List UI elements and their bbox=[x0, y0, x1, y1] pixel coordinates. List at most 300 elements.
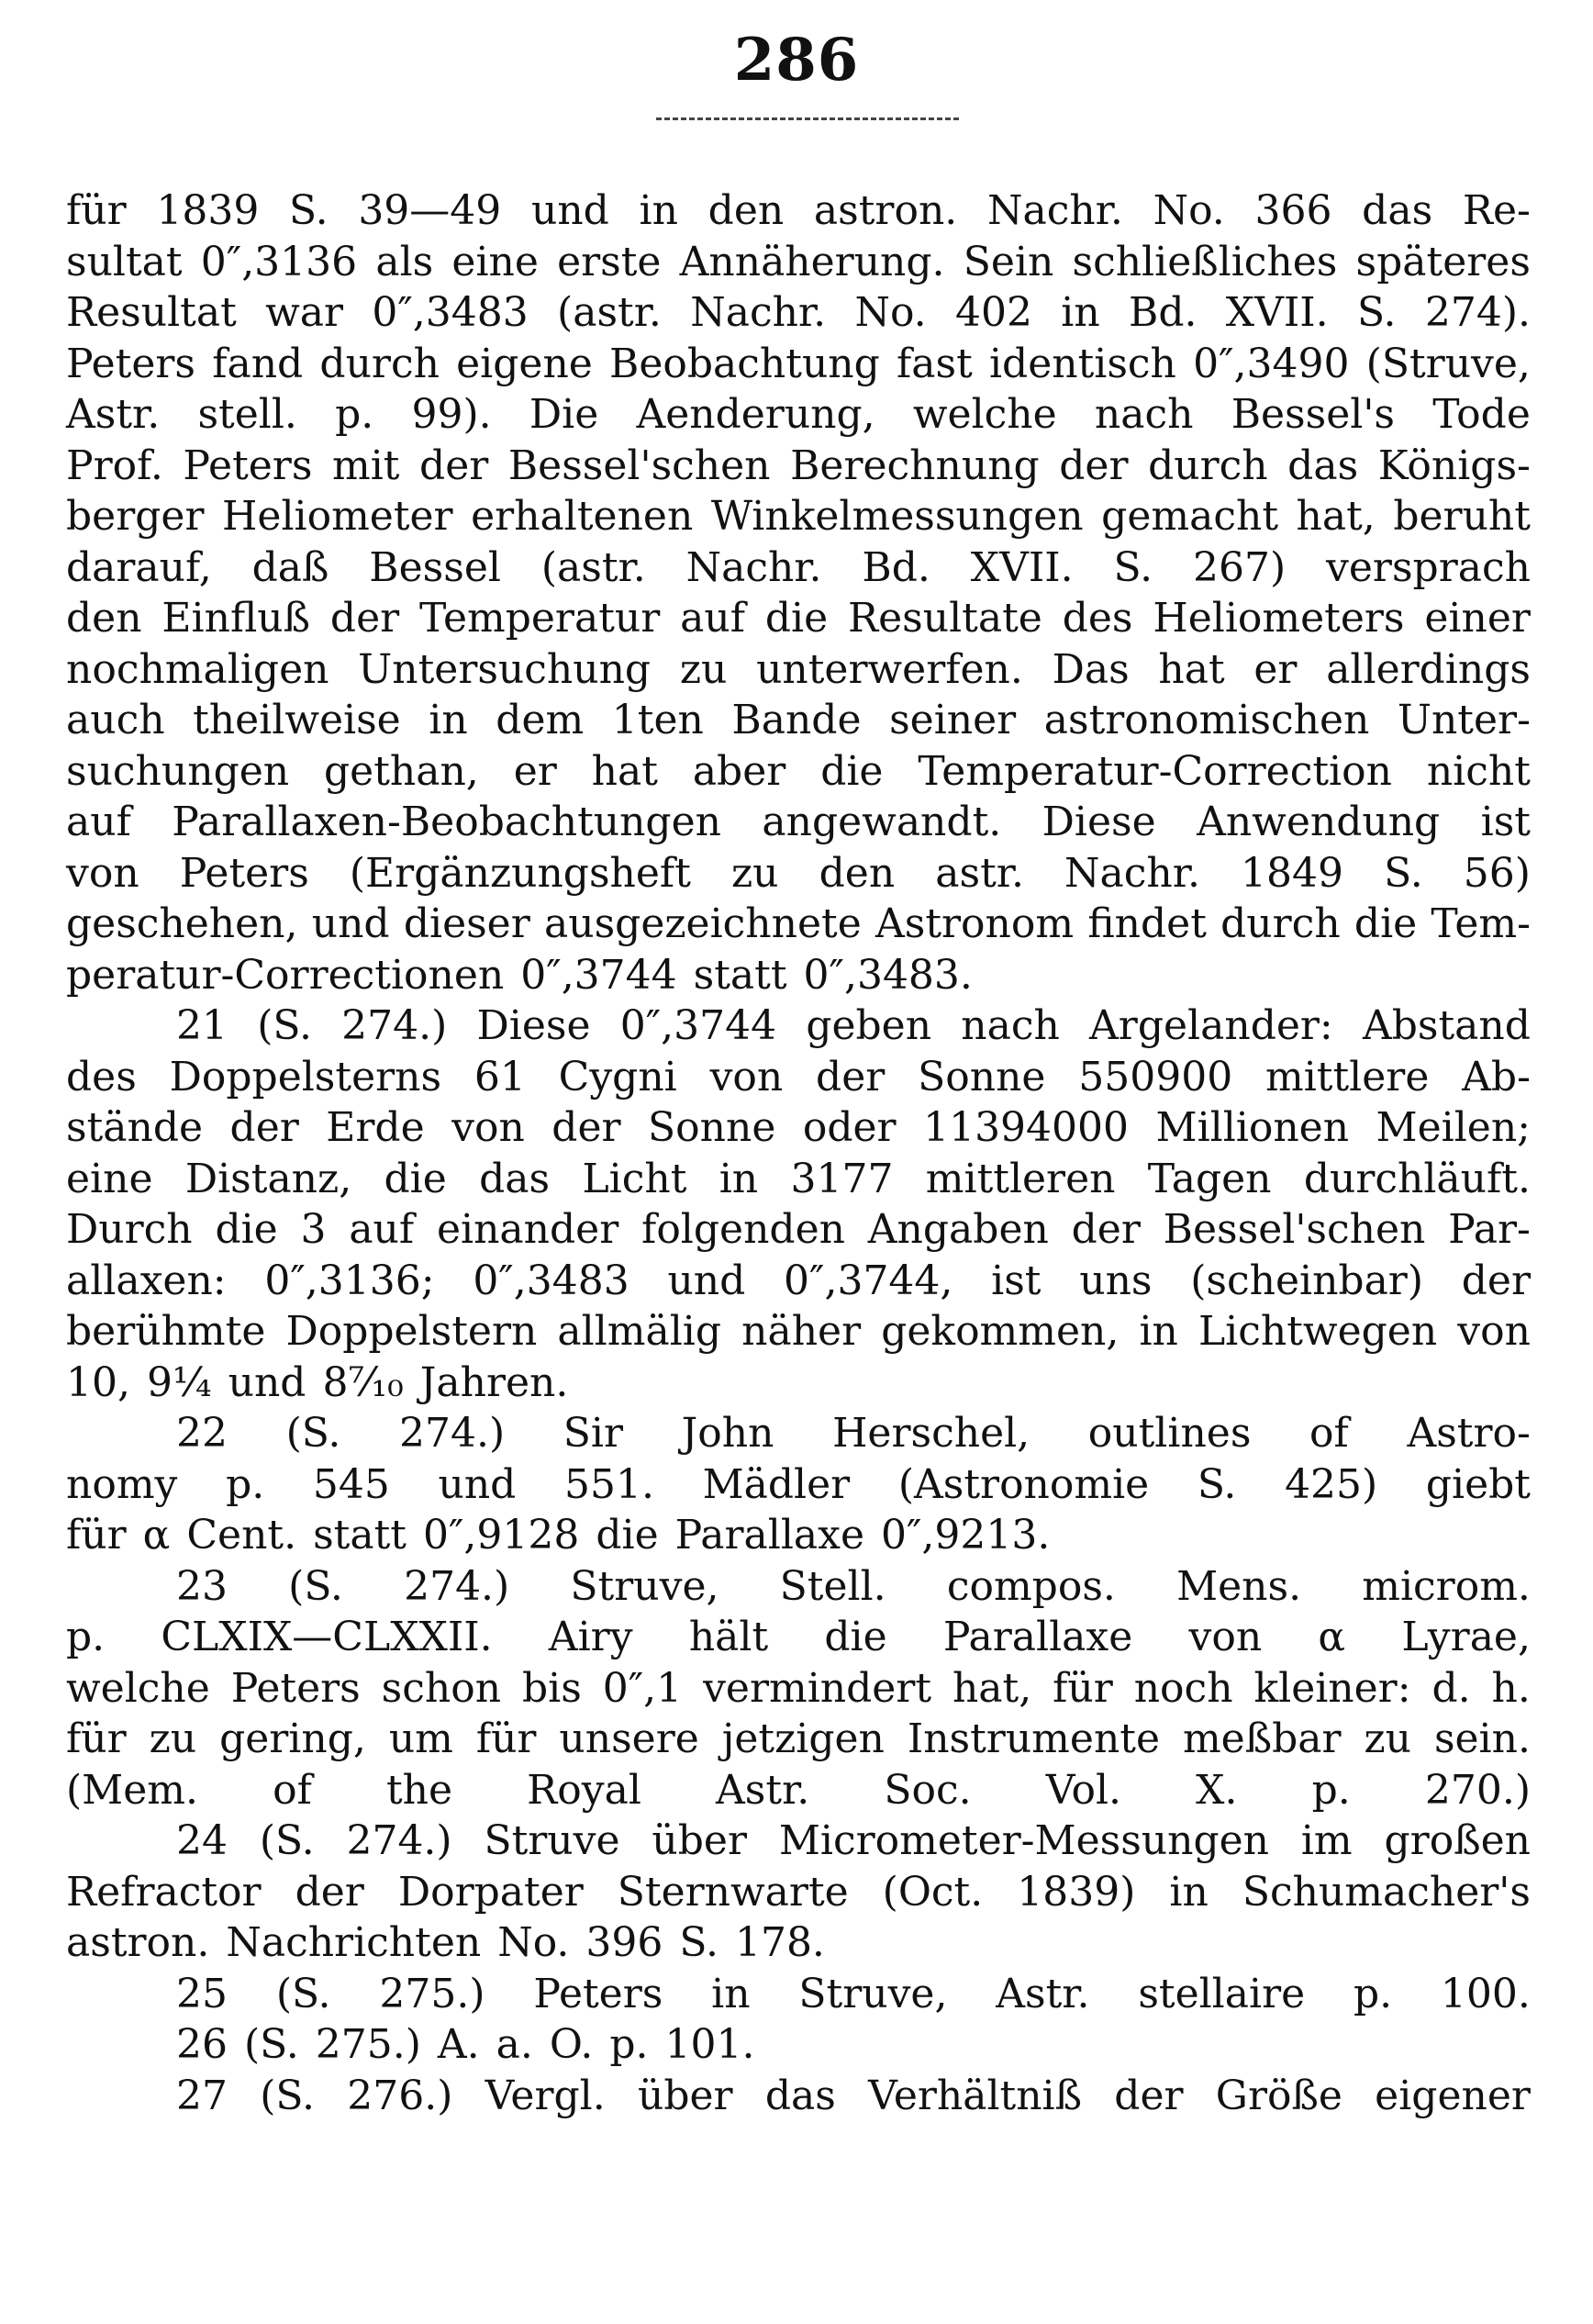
word: von bbox=[66, 849, 139, 897]
word: die bbox=[596, 1512, 659, 1559]
word: das bbox=[1362, 187, 1433, 234]
word: peratur-Correctionen bbox=[66, 951, 505, 999]
text-line bbox=[66, 1663, 1531, 1715]
word: 100. bbox=[1440, 1970, 1531, 2017]
word: 0″,1 bbox=[602, 1664, 683, 1712]
word: Heliometer bbox=[222, 493, 453, 540]
text-line bbox=[66, 1052, 1531, 1103]
word: 178. bbox=[734, 1919, 825, 1966]
word: war bbox=[265, 289, 344, 336]
word: unsere bbox=[559, 1715, 699, 1762]
word: hält bbox=[688, 1614, 769, 1660]
word: α bbox=[1318, 1614, 1346, 1660]
word: die bbox=[824, 1614, 887, 1660]
word: of bbox=[273, 1766, 312, 1814]
word: Bessel'schen bbox=[507, 441, 771, 489]
word: meßbar bbox=[1182, 1715, 1342, 1762]
word: the bbox=[385, 1766, 453, 1814]
word: p. bbox=[609, 2021, 649, 2068]
word: noch bbox=[1133, 1664, 1233, 1712]
word: 3 bbox=[300, 1206, 327, 1253]
word: angewandt. bbox=[762, 799, 1002, 845]
word: des bbox=[1062, 595, 1133, 642]
text-line bbox=[66, 389, 1531, 441]
word: 56) bbox=[1463, 849, 1531, 897]
word: den bbox=[707, 187, 785, 234]
word: welche bbox=[66, 1664, 210, 1712]
word: Sonne bbox=[648, 1104, 776, 1151]
word: zu bbox=[731, 849, 779, 897]
word: Annäherung. bbox=[679, 238, 945, 285]
word: Erde bbox=[326, 1104, 425, 1151]
word: p. bbox=[1353, 1970, 1393, 2017]
word: den bbox=[819, 849, 896, 897]
word: 8⁷⁄₁₀ bbox=[322, 1358, 404, 1406]
word: (S. bbox=[285, 1410, 341, 1457]
word: ist bbox=[1480, 799, 1531, 845]
word: John bbox=[681, 1410, 774, 1457]
word: Dorpater bbox=[397, 1868, 584, 1916]
word: Winkelmessungen bbox=[710, 493, 1084, 540]
word: die bbox=[820, 747, 884, 795]
word: jetzigen bbox=[721, 1715, 885, 1762]
word: 425) bbox=[1285, 1460, 1378, 1508]
word: 99). bbox=[411, 391, 492, 438]
text-line bbox=[66, 237, 1531, 288]
text-line bbox=[66, 899, 1531, 950]
word: 270.) bbox=[1424, 1766, 1531, 1814]
word: 39—49 bbox=[358, 187, 502, 234]
word: Mädler bbox=[702, 1460, 851, 1508]
word: Millionen bbox=[1155, 1104, 1350, 1151]
text-line bbox=[66, 2071, 1531, 2122]
word: mit bbox=[331, 441, 400, 489]
word: Durch bbox=[66, 1206, 193, 1253]
word: Das bbox=[1052, 645, 1130, 693]
word: allerdings bbox=[1326, 645, 1531, 693]
word: allmälig bbox=[557, 1308, 722, 1355]
word: berger bbox=[66, 493, 205, 540]
word: welche bbox=[912, 391, 1057, 438]
word: S. bbox=[1113, 543, 1153, 591]
word: Peters bbox=[230, 1664, 361, 1712]
word: für bbox=[1053, 1664, 1113, 1712]
text-line bbox=[66, 185, 1531, 237]
text-line bbox=[66, 1459, 1531, 1511]
word: mittleren bbox=[925, 1155, 1116, 1202]
word: über bbox=[652, 1817, 747, 1864]
word: zu bbox=[1364, 1715, 1411, 1762]
word: erste bbox=[557, 238, 662, 285]
word: er bbox=[513, 747, 557, 795]
word: ausgezeichnete bbox=[544, 900, 862, 947]
word: stände bbox=[66, 1104, 204, 1151]
word: eine bbox=[451, 238, 539, 285]
word: für bbox=[66, 1715, 127, 1762]
word: geschehen, bbox=[66, 900, 298, 947]
word: Temperatur-Correction bbox=[918, 747, 1392, 795]
word: nomy bbox=[66, 1460, 178, 1508]
word: oder bbox=[802, 1104, 897, 1151]
text-line bbox=[66, 542, 1531, 594]
word: 402 bbox=[954, 289, 1032, 336]
word: d. bbox=[1431, 1664, 1471, 1712]
word: in bbox=[639, 187, 678, 234]
word: 11394000 bbox=[923, 1104, 1130, 1151]
word: großen bbox=[1384, 1817, 1531, 1864]
word: Royal bbox=[527, 1766, 641, 1814]
text-line bbox=[66, 1561, 1531, 1613]
text-line bbox=[66, 339, 1531, 390]
text-line bbox=[66, 797, 1531, 848]
word: 10, bbox=[66, 1358, 130, 1406]
word: über bbox=[637, 2072, 733, 2119]
word: Berechnung bbox=[790, 441, 1040, 489]
word: Bessel bbox=[369, 543, 501, 591]
word: 274.) bbox=[398, 1410, 506, 1457]
word: Bessel'schen bbox=[1163, 1206, 1426, 1253]
word: und bbox=[667, 1257, 746, 1304]
word: Par- bbox=[1448, 1206, 1531, 1253]
word: einander bbox=[436, 1206, 619, 1253]
text-line bbox=[66, 848, 1531, 899]
word: S. bbox=[289, 187, 329, 234]
word: Die bbox=[529, 391, 599, 438]
word: Sternwarte bbox=[617, 1868, 849, 1916]
word: zu bbox=[149, 1715, 197, 1762]
word: Prof. bbox=[66, 441, 163, 489]
word: 366 bbox=[1254, 187, 1332, 234]
word: 274.) bbox=[341, 1002, 448, 1049]
text-line bbox=[66, 441, 1531, 492]
word: astron. bbox=[813, 187, 958, 234]
word: versprach bbox=[1326, 543, 1531, 591]
word: (Ergänzungsheft bbox=[349, 849, 691, 897]
word: identisch bbox=[988, 340, 1176, 387]
word: vermindert bbox=[703, 1664, 932, 1712]
word: No. bbox=[1153, 187, 1225, 234]
word: Resultat bbox=[66, 289, 237, 336]
word: 0″,3136 bbox=[200, 238, 358, 285]
word: den bbox=[66, 595, 142, 642]
word: 1ten bbox=[611, 697, 704, 743]
word: und bbox=[311, 900, 390, 947]
word: Struve, bbox=[798, 1970, 948, 2017]
word: p. bbox=[1311, 1766, 1351, 1814]
word: 9¼ bbox=[146, 1358, 212, 1406]
word: unterwerfen. bbox=[756, 645, 1023, 693]
word: gemacht bbox=[1101, 493, 1278, 540]
word: auch bbox=[66, 697, 165, 743]
word: in bbox=[1061, 289, 1100, 336]
word: Nachr. bbox=[1064, 849, 1200, 897]
word: Struve, bbox=[570, 1562, 719, 1610]
word: gering, bbox=[219, 1715, 366, 1762]
word: Parallaxe bbox=[942, 1614, 1133, 1660]
word: in bbox=[1139, 1308, 1178, 1355]
page-number: 286 bbox=[733, 26, 860, 95]
word: im bbox=[1300, 1817, 1353, 1864]
word: in bbox=[711, 1970, 751, 2017]
word: sein. bbox=[1433, 1715, 1531, 1762]
word: p. bbox=[66, 1614, 106, 1660]
word: Heliometers bbox=[1153, 595, 1405, 642]
word: Airy bbox=[548, 1614, 633, 1660]
text-line bbox=[66, 746, 1531, 798]
word: Bd. bbox=[862, 543, 930, 591]
word: (S. bbox=[257, 1002, 312, 1049]
word: 550900 bbox=[1078, 1053, 1233, 1101]
word: auf bbox=[680, 595, 745, 642]
word: Tode bbox=[1432, 391, 1531, 438]
word: der bbox=[551, 1104, 621, 1151]
word: compos. bbox=[946, 1562, 1116, 1610]
word: Sonne bbox=[918, 1053, 1046, 1101]
word: Astr. bbox=[716, 1766, 810, 1814]
word: uns bbox=[1079, 1257, 1153, 1304]
word: von bbox=[709, 1053, 784, 1101]
word: p. bbox=[335, 391, 374, 438]
word: 0″,3744, bbox=[784, 1257, 953, 1304]
word: nach bbox=[1094, 391, 1194, 438]
word: 25 bbox=[176, 1970, 228, 2017]
word: die bbox=[1353, 900, 1418, 947]
word: nicht bbox=[1426, 747, 1531, 795]
word: 0″,3744 bbox=[520, 951, 677, 999]
word: No. bbox=[497, 1919, 570, 1966]
word: nach bbox=[961, 1002, 1060, 1049]
word: 24 bbox=[176, 1817, 228, 1864]
text-line bbox=[66, 1000, 1531, 1052]
word: von bbox=[1188, 1614, 1263, 1660]
word: XVII. bbox=[970, 543, 1074, 591]
word: S. bbox=[1197, 1460, 1237, 1508]
word: Herschel, bbox=[832, 1410, 1030, 1457]
word: Resultate bbox=[848, 595, 1042, 642]
word: Mens. bbox=[1176, 1562, 1302, 1610]
word: er bbox=[1253, 645, 1298, 693]
word: durch bbox=[1148, 441, 1268, 489]
word: X. bbox=[1196, 1766, 1238, 1814]
word: Angaben bbox=[867, 1206, 1049, 1253]
word: Argelander: bbox=[1089, 1002, 1333, 1049]
word: Nachr. bbox=[690, 289, 827, 336]
word: erhaltenen bbox=[471, 493, 694, 540]
word: Licht bbox=[582, 1155, 687, 1202]
word: statt bbox=[313, 1512, 407, 1559]
word: 27 bbox=[176, 2072, 228, 2119]
word: Größe bbox=[1215, 2072, 1342, 2119]
text-line bbox=[66, 950, 1531, 1001]
word: 0″,3744 bbox=[619, 1002, 777, 1049]
text-line bbox=[66, 2019, 1531, 2071]
word: eigene bbox=[456, 340, 593, 387]
text-line bbox=[66, 1154, 1531, 1205]
word: 274.) bbox=[404, 1562, 510, 1610]
word: näher bbox=[741, 1308, 862, 1355]
word: beruht bbox=[1393, 493, 1531, 540]
word: geben bbox=[806, 1002, 932, 1049]
word: Bessel's bbox=[1231, 391, 1396, 438]
text-line bbox=[66, 1917, 1531, 1969]
word: 61 bbox=[473, 1053, 526, 1101]
word: A. bbox=[437, 2021, 480, 2068]
word: 3177 bbox=[790, 1155, 894, 1202]
word: durch bbox=[319, 340, 440, 387]
word: Temperatur bbox=[419, 595, 661, 642]
word: a. bbox=[496, 2021, 533, 2068]
word: eigener bbox=[1375, 2072, 1531, 2119]
word: Parallaxe bbox=[674, 1512, 864, 1559]
word: (S. bbox=[275, 1970, 331, 2017]
word: von bbox=[451, 1104, 525, 1151]
word: theilweise bbox=[193, 697, 401, 743]
word: hat bbox=[591, 747, 658, 795]
word: Tagen bbox=[1147, 1155, 1272, 1202]
word: Schumacher's bbox=[1242, 1868, 1531, 1916]
word: hat, bbox=[952, 1664, 1032, 1712]
word: (Oct. bbox=[882, 1868, 984, 1916]
word: α bbox=[142, 1512, 171, 1559]
word: h. bbox=[1491, 1664, 1531, 1712]
word: Refractor bbox=[66, 1868, 262, 1916]
word: die bbox=[215, 1206, 278, 1253]
word: 1839 bbox=[156, 187, 260, 234]
word: (scheinbar) bbox=[1190, 1257, 1424, 1304]
text-line bbox=[66, 1102, 1531, 1154]
word: Diese bbox=[476, 1002, 591, 1049]
word: gethan, bbox=[324, 747, 479, 795]
word: für bbox=[475, 1715, 537, 1762]
word: Peters bbox=[66, 340, 196, 387]
word: durch bbox=[1220, 900, 1341, 947]
word: der bbox=[419, 441, 489, 489]
word: Lichtwegen bbox=[1198, 1308, 1438, 1355]
word: Astr. bbox=[996, 1970, 1090, 2017]
word: für bbox=[66, 187, 127, 234]
word: stellaire bbox=[1138, 1970, 1306, 2017]
word: der bbox=[1059, 441, 1129, 489]
word: (Mem. bbox=[66, 1766, 198, 1814]
word: der bbox=[229, 1104, 299, 1151]
word: Doppelstern bbox=[285, 1308, 538, 1355]
text-line bbox=[66, 1816, 1531, 1867]
word: Re- bbox=[1462, 187, 1531, 234]
word: Sir bbox=[563, 1410, 623, 1457]
word: (Struve, bbox=[1365, 340, 1531, 387]
word: der bbox=[1114, 2072, 1184, 2119]
text-line bbox=[66, 1256, 1531, 1307]
text-line bbox=[66, 1358, 1531, 1409]
text-line bbox=[66, 491, 1531, 542]
word: astr. bbox=[935, 849, 1024, 897]
word: Doppelsterns bbox=[169, 1053, 442, 1101]
word: Stell. bbox=[779, 1562, 886, 1610]
word: Verhältniß bbox=[868, 2072, 1083, 2119]
word: Astr. bbox=[66, 391, 161, 438]
word: 0″,3483 bbox=[372, 289, 529, 336]
text-line bbox=[66, 1408, 1531, 1459]
word: kleiner: bbox=[1253, 1664, 1411, 1712]
word: microm. bbox=[1362, 1562, 1531, 1610]
word: dem bbox=[496, 697, 585, 743]
word: 275.) bbox=[379, 1970, 485, 2017]
word: 0″,3136; bbox=[264, 1257, 435, 1304]
word: Untersuchung bbox=[358, 645, 652, 693]
word: der bbox=[816, 1053, 886, 1101]
word: p. bbox=[226, 1460, 265, 1508]
word: Cygni bbox=[558, 1053, 677, 1101]
text-line bbox=[66, 1765, 1531, 1816]
word: 276.) bbox=[347, 2072, 453, 2119]
word: outlines bbox=[1087, 1410, 1252, 1457]
word: schon bbox=[381, 1664, 502, 1712]
word: Beobachtung bbox=[609, 340, 880, 387]
word: in bbox=[1169, 1868, 1209, 1916]
word: 21 bbox=[176, 1002, 228, 1049]
word: Astro- bbox=[1407, 1410, 1531, 1457]
word: 0″,3490 bbox=[1193, 340, 1350, 387]
text-line bbox=[66, 1510, 1531, 1561]
word: der bbox=[1461, 1257, 1531, 1304]
word: Tem- bbox=[1431, 900, 1531, 947]
word: 0″,3483 bbox=[473, 1257, 629, 1304]
text-line bbox=[66, 593, 1531, 644]
word: No. bbox=[854, 289, 927, 336]
word: Struve bbox=[484, 1817, 620, 1864]
word: Nachr. bbox=[986, 187, 1123, 234]
word: Unter- bbox=[1397, 697, 1531, 743]
word: berühmte bbox=[66, 1308, 266, 1355]
word: Peters bbox=[533, 1970, 663, 2017]
word: 396 bbox=[585, 1919, 663, 1966]
word: mittlere bbox=[1265, 1053, 1430, 1101]
word: gekommen, bbox=[881, 1308, 1120, 1355]
text-block bbox=[66, 185, 1531, 2121]
word: dieser bbox=[403, 900, 530, 947]
word: schließliches bbox=[1072, 238, 1338, 285]
word: 275.) bbox=[315, 2021, 421, 2068]
word: Einfluß bbox=[162, 595, 311, 642]
word: 267) bbox=[1192, 543, 1287, 591]
word: astron. bbox=[66, 1919, 210, 1966]
word: Anwendung bbox=[1197, 799, 1441, 845]
word: einer bbox=[1424, 595, 1531, 642]
word: Sein bbox=[963, 238, 1054, 285]
word: Nachrichten bbox=[226, 1919, 482, 1966]
text-line bbox=[66, 695, 1531, 746]
word: um bbox=[388, 1715, 453, 1762]
word: 23 bbox=[176, 1562, 228, 1610]
word: Instrumente bbox=[907, 1715, 1160, 1762]
word: eine bbox=[66, 1155, 153, 1202]
word: die bbox=[764, 595, 829, 642]
header-rule bbox=[656, 117, 959, 120]
word: für bbox=[66, 1512, 127, 1559]
word: (S. bbox=[244, 2021, 299, 2068]
word: (astr. bbox=[540, 543, 646, 591]
word: Distanz, bbox=[184, 1155, 352, 1202]
text-line bbox=[66, 1867, 1531, 1918]
word: Astronom bbox=[874, 900, 1075, 947]
word: statt bbox=[693, 951, 787, 999]
word: (S. bbox=[260, 2072, 315, 2119]
word: Bande bbox=[731, 697, 862, 743]
word: Vergl. bbox=[485, 2072, 606, 2119]
word: Lyrae, bbox=[1401, 1614, 1531, 1660]
word: XVII. bbox=[1225, 289, 1329, 336]
word: 0″,9128 bbox=[422, 1512, 580, 1559]
